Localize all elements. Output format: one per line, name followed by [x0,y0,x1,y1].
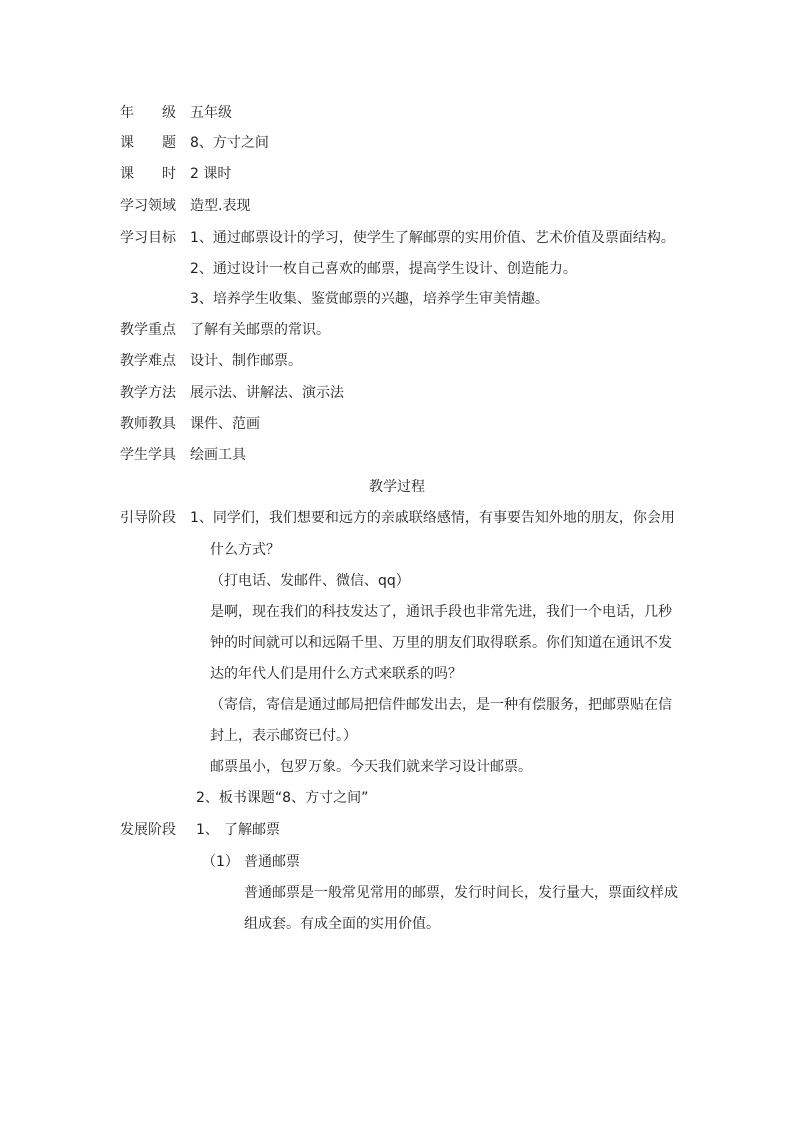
intro-line: 是啊，现在我们的科技发达了，通讯手段也非常先进，我们一个电话，几秒 [210,604,672,620]
key-value: 了解有关邮票的常识。 [190,322,330,338]
topic-label: 课 题 [120,135,176,151]
difficulty-label: 教学难点 [120,353,176,369]
goal-item: 3、培养学生收集、鉴赏邮票的兴趣，培养学生审美情趣。 [190,291,549,307]
hours-value: 2 课时 [190,166,232,182]
intro-line: 封上，表示邮资已付。） [210,728,357,744]
key-label: 教学重点 [120,322,176,338]
intro-line: 1、同学们，我们想要和远方的亲戚联络感情，有事要告知外地的朋友，你会用 [190,510,675,526]
goal-item: 1、通过邮票设计的学习，使学生了解邮票的实用价值、艺术价值及票面结构。 [190,230,675,246]
intro-label: 引导阶段 [120,510,176,526]
grade-value: 五年级 [190,105,232,121]
intro-line: 达的年代人们是用什么方式来联系的吗？ [210,666,462,682]
method-value: 展示法、讲解法、演示法 [190,385,344,401]
intro-line: 邮票虽小，包罗万象。今天我们就来学习设计邮票。 [210,759,532,775]
domain-value: 造型.表现 [190,198,251,214]
difficulty-value: 设计、制作邮票。 [190,353,302,369]
develop-item-text: 了解邮票 [224,822,280,838]
teacher-tools-value: 课件、范画 [190,416,260,432]
sub-item-line: 组成套。有成全面的实用价值。 [244,916,440,932]
intro-line: （打电话、发邮件、微信、qq） [210,573,410,589]
grade-label: 年 级 [120,105,176,121]
domain-label: 学习领域 [120,198,176,214]
develop-item-number: 1、 [196,822,219,838]
goal-item: 2、通过设计一枚自己喜欢的邮票，提高学生设计、创造能力。 [190,261,577,277]
student-tools-label: 学生学具 [120,447,176,463]
intro-line: （寄信，寄信是通过邮局把信件邮发出去，是一种有偿服务，把邮票贴在信 [210,697,672,713]
goals-label: 学习目标 [120,230,176,246]
method-label: 教学方法 [120,385,176,401]
topic-value: 8、方寸之间 [190,135,269,151]
develop-label: 发展阶段 [120,822,176,838]
intro-line: 钟的时间就可以和远隔千里、万里的朋友们取得联系。你们知道在通讯不发 [210,635,672,651]
teacher-tools-label: 教师教具 [120,416,176,432]
sub-item-number: （1） [202,854,239,870]
intro-line: 2、板书课题“8、方寸之间” [196,790,369,806]
student-tools-value: 绘画工具 [190,447,246,463]
sub-item-line: 普通邮票是一般常见常用的邮票，发行时间长，发行量大，票面纹样成 [244,885,678,901]
hours-label: 课 时 [120,166,176,182]
sub-item-title: 普通邮票 [244,854,300,870]
intro-line: 什么方式？ [210,542,280,558]
process-title: 教学过程 [369,479,425,495]
